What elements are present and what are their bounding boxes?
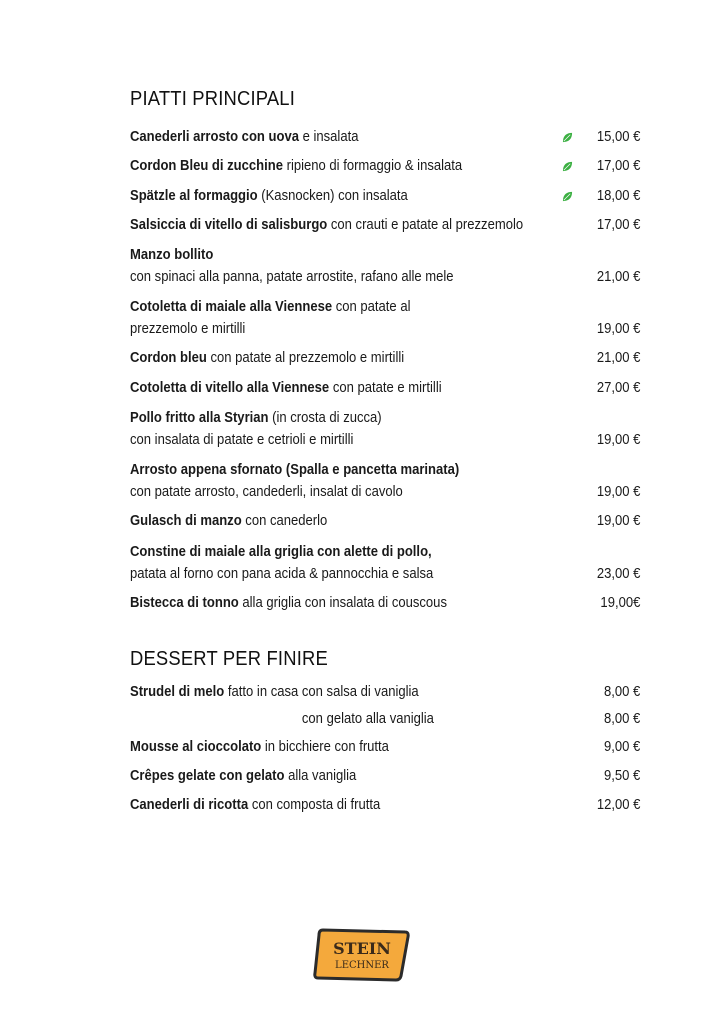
- menu-item: [130, 155, 640, 177]
- dish-desc: con patate e mirtilli: [329, 380, 442, 396]
- dish-name: Gulasch di manzo: [130, 513, 242, 529]
- menu-item: [130, 510, 640, 532]
- vegetarian-leaf-icon: [562, 161, 573, 172]
- dish-desc: alla vaniglia: [284, 768, 357, 784]
- logo-line2: LECHNER: [335, 960, 389, 971]
- dish-name: Constine di maiale alla griglia con alette di pollo,: [130, 544, 432, 560]
- dish-name: Spätzle al formaggio: [130, 188, 258, 204]
- price: 9,00 €: [603, 739, 640, 755]
- dish-name: Cordon Bleu di zucchine: [130, 158, 283, 174]
- price: 21,00 €: [596, 269, 640, 285]
- menu-item: [130, 407, 640, 451]
- price: 19,00€: [600, 595, 640, 611]
- dish-desc-line2: prezzemolo e mirtilli: [130, 321, 246, 337]
- menu-item: [130, 681, 640, 703]
- dish-name: Bistecca di tonno: [130, 595, 239, 611]
- menu-item: [130, 347, 640, 369]
- price: 27,00 €: [596, 380, 640, 396]
- dish-desc: alla griglia con insalata di couscous: [238, 595, 447, 611]
- dish-name: Arrosto appena sfornato (Spalla e pancetta marinata): [130, 462, 460, 478]
- dish-name: Pollo fritto alla Styrian: [130, 410, 269, 426]
- menu-item: [130, 296, 640, 340]
- menu-item: [130, 708, 640, 730]
- dish-desc: in bicchiere con frutta: [261, 739, 389, 755]
- dish-desc: con patate al: [332, 299, 411, 315]
- stein-lechner-logo: [313, 926, 411, 982]
- dish-name: Cotoletta di vitello alla Viennese: [130, 380, 330, 396]
- logo-line1: STEIN: [333, 939, 391, 958]
- menu-item: [130, 794, 640, 816]
- vegetarian-leaf-icon: [562, 132, 573, 143]
- dish-desc-line2: con spinaci alla panna, patate arrostite, rafano alle mele: [130, 269, 454, 285]
- dish-desc-line2: patata al forno con pana acida & pannocchia e salsa: [130, 566, 434, 582]
- menu-item: [130, 185, 640, 207]
- section-title-main-courses: PIATTI PRINCIPALI: [130, 88, 296, 110]
- price: 21,00 €: [596, 350, 640, 366]
- price: 19,00 €: [596, 432, 640, 448]
- dish-desc: con gelato alla vaniglia: [301, 711, 434, 727]
- menu-item: [130, 377, 640, 399]
- dish-desc: con canederlo: [241, 513, 328, 529]
- menu-item: [130, 459, 640, 503]
- menu-item: [130, 541, 640, 585]
- section-title-desserts: DESSERT PER FINIRE: [130, 648, 328, 670]
- dish-name: Salsiccia di vitello di salisburgo: [130, 217, 328, 233]
- price: 8,00 €: [603, 711, 640, 727]
- price: 9,50 €: [603, 768, 640, 784]
- dish-desc: (in crosta di zucca): [268, 410, 382, 426]
- vegetarian-leaf-icon: [562, 191, 573, 202]
- menu-item: [130, 765, 640, 787]
- dish-desc-line2: con insalata di patate e cetrioli e mirtilli: [130, 432, 354, 448]
- menu-item: [130, 126, 640, 148]
- menu-item: [130, 736, 640, 758]
- menu-item: [130, 214, 640, 236]
- dish-name: Crêpes gelate con gelato: [130, 768, 285, 784]
- dish-name: Manzo bollito: [130, 247, 214, 263]
- dish-name: Mousse al cioccolato: [130, 739, 262, 755]
- price: 15,00 €: [596, 129, 640, 145]
- dish-desc: con composta di frutta: [248, 797, 381, 813]
- price: 23,00 €: [596, 566, 640, 582]
- price: 17,00 €: [596, 217, 640, 233]
- price: 12,00 €: [596, 797, 640, 813]
- menu-item: [130, 244, 640, 288]
- dish-desc: con patate al prezzemolo e mirtilli: [206, 350, 405, 366]
- dish-desc: (Kasnocken) con insalata: [257, 188, 408, 204]
- price: 17,00 €: [596, 158, 640, 174]
- price: 19,00 €: [596, 484, 640, 500]
- dish-name: Cotoletta di maiale alla Viennese: [130, 299, 333, 315]
- price: 19,00 €: [596, 513, 640, 529]
- dish-name: Strudel di melo: [130, 684, 225, 700]
- dish-name: Canederli di ricotta: [130, 797, 249, 813]
- price: 19,00 €: [596, 321, 640, 337]
- dish-name: Cordon bleu: [130, 350, 207, 366]
- dish-name: Canederli arrosto con uova: [130, 129, 299, 145]
- menu-item: [130, 592, 640, 614]
- dish-desc: con crauti e patate al prezzemolo: [327, 217, 524, 233]
- dish-desc-line2: con patate arrosto, candederli, insalat di cavolo: [130, 484, 403, 500]
- dish-desc: e insalata: [298, 129, 359, 145]
- price: 18,00 €: [596, 188, 640, 204]
- dish-desc: fatto in casa con salsa di vaniglia: [224, 684, 419, 700]
- price: 8,00 €: [603, 684, 640, 700]
- dish-desc: ripieno di formaggio & insalata: [282, 158, 463, 174]
